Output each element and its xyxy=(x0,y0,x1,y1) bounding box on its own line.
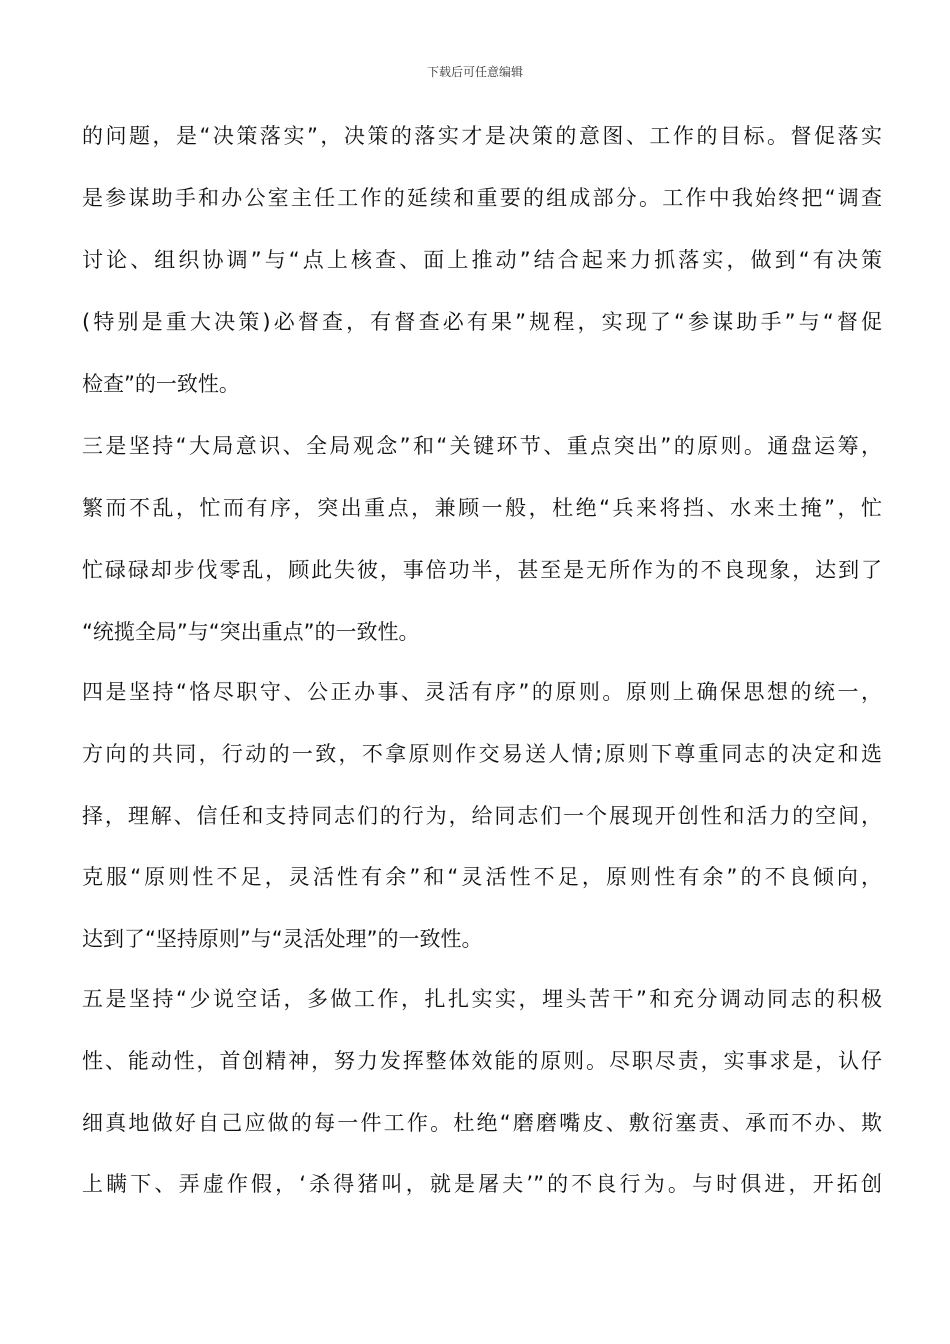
text-line: 讨论、组织协调”与“点上核查、面上推动”结合起来力抓落实，做到“有决策 xyxy=(82,248,882,272)
text-line: 四是坚持“恪尽职守、公正办事、灵活有序”的原则。原则上确保思想的统一， xyxy=(82,680,882,704)
text-line: 择，理解、信任和支持同志们的行为，给同志们一个展现开创性和活力的空间， xyxy=(82,804,882,828)
page-header: 下载后可任意编辑 xyxy=(426,65,523,79)
text-line: 是参谋助手和办公室主任工作的延续和重要的组成部分。工作中我始终把“调查 xyxy=(82,186,882,210)
text-line: 性、能动性，首创精神，努力发挥整体效能的原则。尽职尽责，实事求是，认仔 xyxy=(82,1049,882,1073)
text-line: 检查”的一致性。 xyxy=(82,372,240,396)
text-line: 方向的共同，行动的一致，不拿原则作交易送人情;原则下尊重同志的决定和选 xyxy=(82,742,882,766)
text-line: “统揽全局”与“突出重点”的一致性。 xyxy=(82,620,420,644)
text-line: 克服“原则性不足，灵活性有余”和“灵活性不足，原则性有余”的不良倾向， xyxy=(82,865,882,889)
text-line: 的问题，是“决策落实”，决策的落实才是决策的意图、工作的目标。督促落实 xyxy=(82,124,882,148)
text-line: 繁而不乱，忙而有序，突出重点，兼顾一般，杜绝“兵来将挡、水来土掩”，忙 xyxy=(82,496,882,520)
text-line: (特别是重大决策)必督查，有督查必有果”规程，实现了“参谋助手”与“督促 xyxy=(82,310,882,334)
text-line: 细真地做好自己应做的每一件工作。杜绝“磨磨嘴皮、敷衍塞责、承而不办、欺 xyxy=(82,1111,882,1135)
text-line: 上瞒下、弄虚作假，‘杀得猪叫，就是屠夫’”的不良行为。与时俱进，开拓创 xyxy=(82,1172,882,1196)
text-line: 忙碌碌却步伐零乱，顾此失彼，事倍功半，甚至是无所作为的不良现象，达到了 xyxy=(82,558,882,582)
text-line: 五是坚持“少说空话，多做工作，扎扎实实，埋头苦干”和充分调动同志的积极 xyxy=(82,987,882,1011)
text-line: 三是坚持“大局意识、全局观念”和“关键环节、重点突出”的原则。通盘运筹， xyxy=(82,434,882,458)
text-line: 达到了“坚持原则”与“灵活处理”的一致性。 xyxy=(82,927,483,951)
